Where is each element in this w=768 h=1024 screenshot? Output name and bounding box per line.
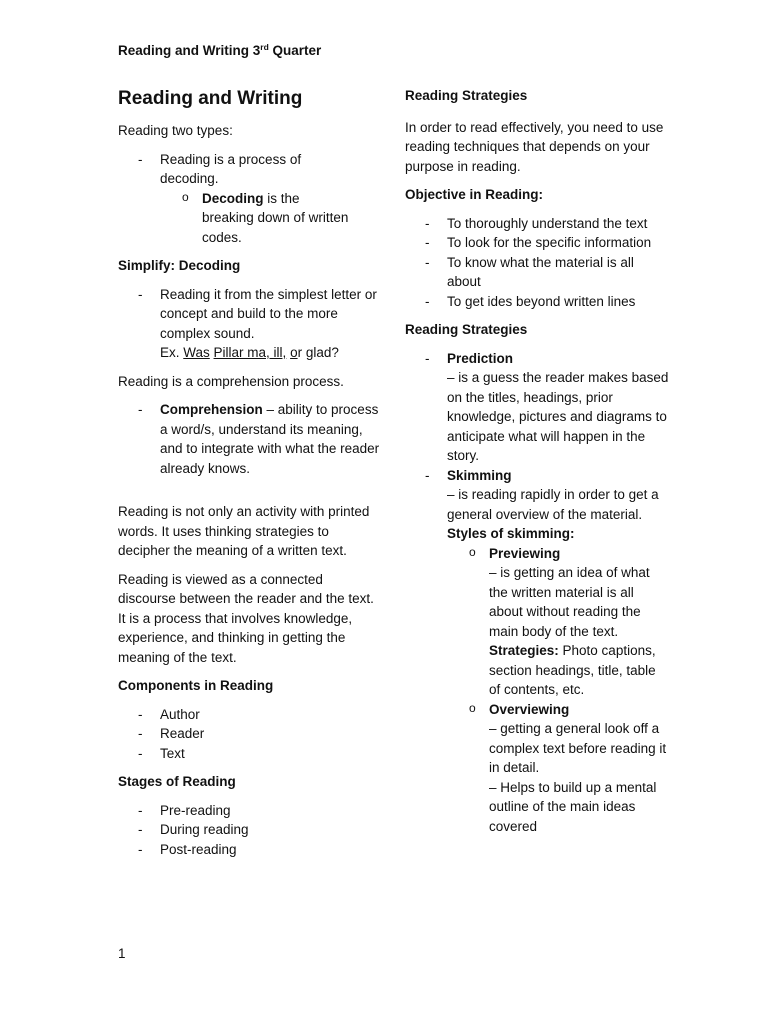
list-item: - During reading [118, 820, 380, 840]
list-item: - Text [118, 744, 380, 764]
list-item: - To thoroughly understand the text [405, 214, 670, 234]
simplify-heading: Simplify: Decoding [118, 258, 241, 273]
prediction-term: Prediction [447, 350, 514, 366]
page-number: 1 [118, 946, 126, 961]
reading-strategies-heading-2: Reading Strategies [405, 322, 528, 337]
comprehension-intro: Reading is a comprehension process. [118, 373, 344, 389]
reading-types-list [118, 150, 380, 248]
list-item: - Reading is a process of decoding. o Decoding is the breaking down of written codes. [118, 150, 380, 248]
paragraph: Reading is not only an activity with printed words. It uses thinking strategies to decipher the meaning of a written text. [118, 504, 370, 558]
stages-heading: Stages of Reading [118, 774, 236, 789]
objectives-list [405, 214, 670, 312]
objective-heading: Objective in Reading: [405, 187, 544, 202]
page-header: Reading and Writing 3rd Quarter [118, 42, 322, 58]
reading-types-intro: Reading two types: [118, 123, 233, 138]
example-line: Ex. Was Pillar ma, ill, or glad? [160, 345, 339, 360]
list-item: - Author [118, 705, 380, 725]
list-item: o Overviewing – getting a general look off a complex text before reading it in detail. – Helps to build up a mental outline of the main ideas covered [447, 700, 670, 837]
list-item: - To get ides beyond written lines [405, 292, 670, 312]
list-item: - Reading it from the simplest letter or concept and build to the more complex sound. Ex. Was Pillar ma, ill, or glad? [118, 285, 380, 363]
right-column [405, 86, 670, 845]
list-item: - Comprehension – ability to process a word/s, understand its meaning, and to integrate with what the reader already knows. [118, 400, 380, 478]
skimming-styles-list [447, 544, 670, 837]
list-item: o Decoding is the breaking down of written codes. [160, 189, 380, 248]
simplify-list [118, 285, 380, 363]
stages-list [118, 801, 380, 860]
list-item: - Prediction – is a guess the reader makes based on the titles, headings, prior knowledge, pictures and diagrams to anticipate what will happen in the story. [405, 349, 670, 466]
overviewing-term: Overviewing [489, 701, 570, 717]
paragraph: In order to read effectively, you need to use reading techniques that depends on your purpose in reading. [405, 119, 664, 174]
strategies-list [405, 349, 670, 837]
skimming-term: Skimming [447, 467, 512, 483]
list-item: - To look for the specific information [405, 233, 670, 253]
list-item: - Reader [118, 724, 380, 744]
paragraph: Reading is viewed as a connected discourse between the reader and the text. It is a process that involves knowledge, experience, and thinking in getting the meaning of the text. [118, 571, 374, 665]
reading-strategies-heading: Reading Strategies [405, 88, 528, 103]
styles-heading: Styles of skimming: [447, 526, 575, 541]
list-item: - To know what the material is all about [405, 253, 670, 292]
document-title: Reading and Writing [118, 88, 303, 109]
left-column [118, 86, 380, 868]
decoding-sublist [160, 189, 380, 248]
comprehension-list [118, 400, 380, 478]
list-item: - Post-reading [118, 840, 380, 860]
list-item: - Skimming – is reading rapidly in order to get a general overview of the material. Styles of skimming: o Previewing – is getting an idea of what the written material is all about without reading the main body of the text. Strategies: Photo captions, section headings, title, table of contents, etc. o Overviewing – getting a general look off a complex text before reading it in detail. – Helps to build up a mental outline of the main ideas covered [405, 466, 670, 837]
components-heading: Components in Reading [118, 678, 274, 693]
list-item: - Pre-reading [118, 801, 380, 821]
previewing-term: Previewing [489, 545, 561, 561]
components-list [118, 705, 380, 764]
decoding-term: Decoding [202, 190, 264, 206]
list-item: o Previewing – is getting an idea of what the written material is all about without reading the main body of the text. Strategies: Photo captions, section headings, title, table of contents, etc. [447, 544, 670, 700]
comprehension-term: Comprehension [160, 402, 263, 417]
